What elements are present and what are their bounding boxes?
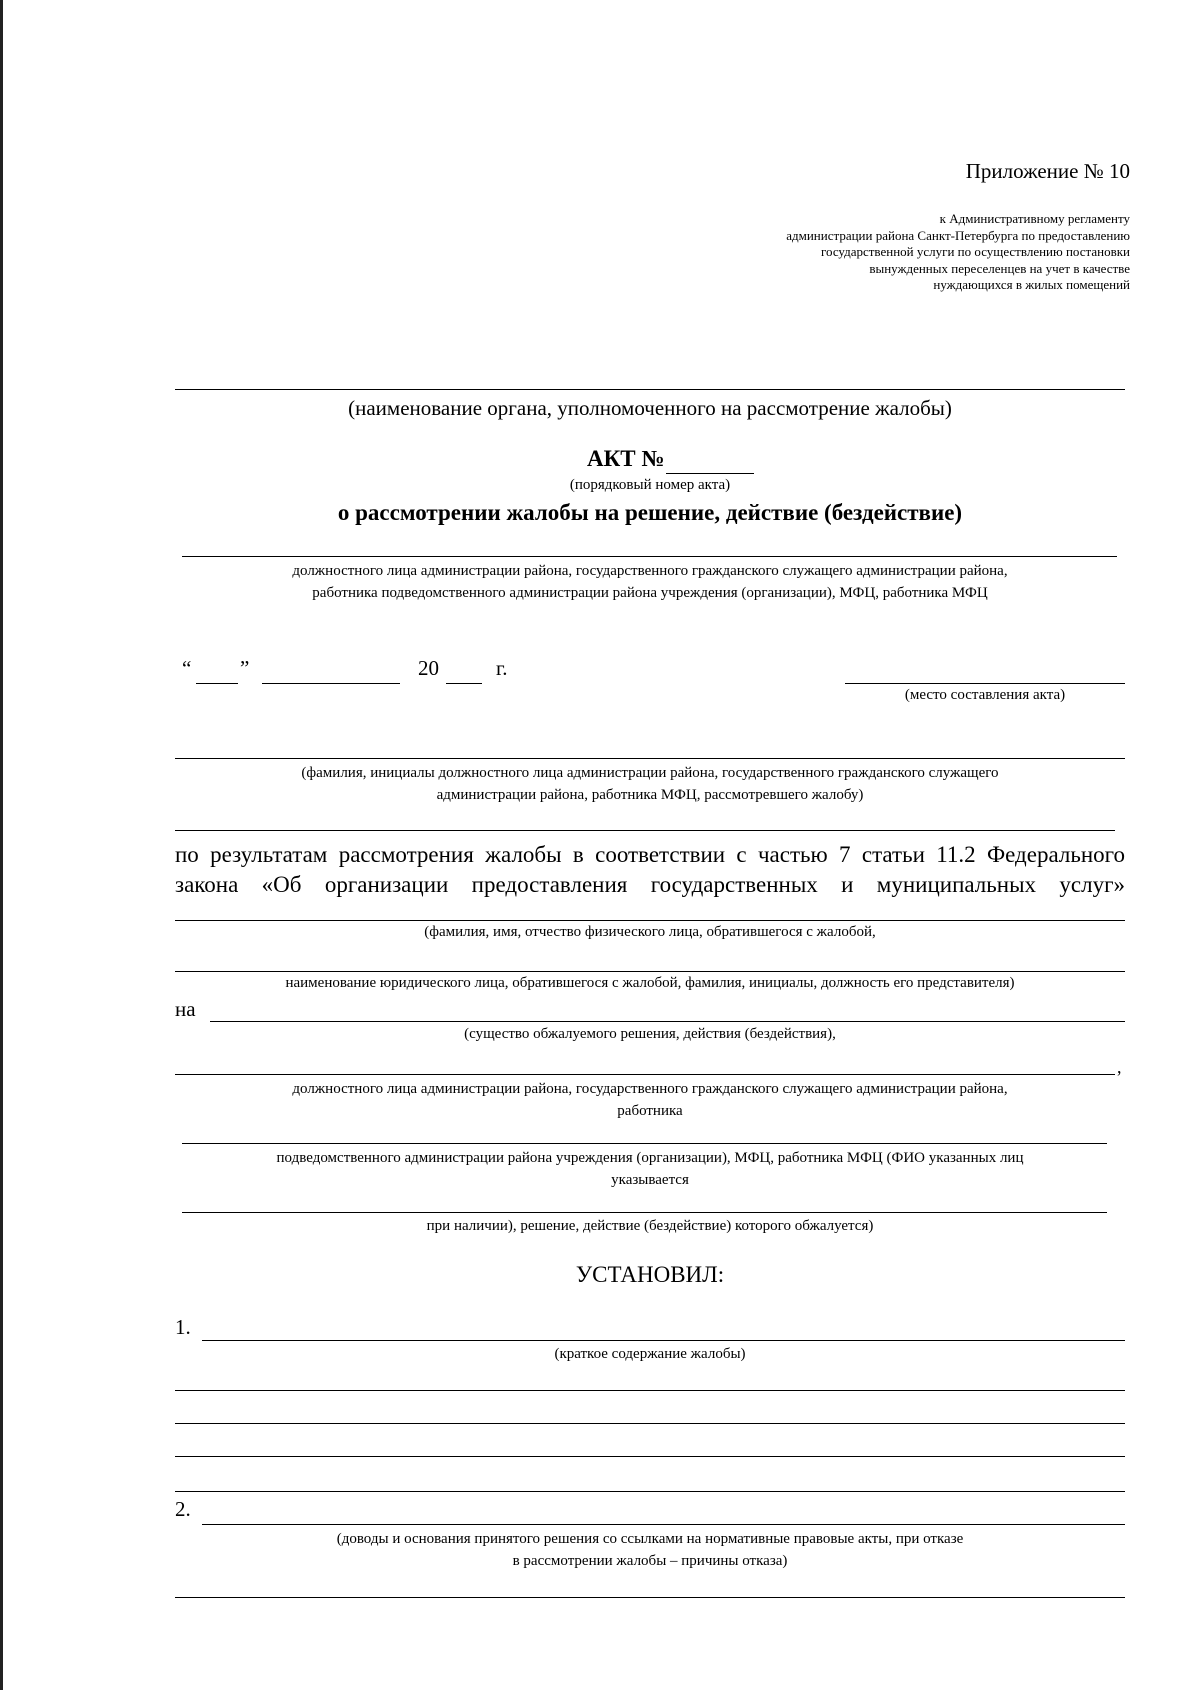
- official2-caption-line: должностного лица администрации района, государственного гражданского служащего администрации района,: [292, 1081, 1008, 1097]
- item1-caption: (краткое содержание жалобы): [554, 1346, 746, 1362]
- essence-caption: (существо обжалуемого решения, действия (бездействия),: [464, 1026, 836, 1042]
- subordinate-caption-line: подведомственного администрации района учреждения (организации), МФЦ, работника МФЦ (ФИО указанных лиц: [276, 1150, 1024, 1166]
- reviewer-caption-line: администрации района, работника МФЦ, рассмотревшего жалобу): [436, 787, 864, 803]
- item1-extra-line[interactable]: [175, 1491, 1125, 1492]
- basis-line-2: закона «Об организации предоставления государственных и муниципальных услуг»: [175, 872, 1125, 897]
- item2-caption-line: (доводы и основания принятого решения со ссылками на нормативные правовые акты, при отказе: [336, 1531, 964, 1547]
- reviewer-field[interactable]: [175, 758, 1125, 759]
- item2-extra-line[interactable]: [175, 1597, 1125, 1598]
- item2-caption: [150, 1528, 1150, 1572]
- appendix-number: Приложение № 10: [965, 159, 1130, 183]
- year-field[interactable]: [446, 683, 482, 684]
- regulation-line: к Административному регламенту: [939, 211, 1130, 226]
- act-title: АКТ №: [587, 446, 665, 471]
- essence-extra-field[interactable]: [175, 1074, 1115, 1075]
- regulation-line: администрации района Санкт-Петербурга по предоставлению: [786, 227, 1130, 243]
- scan-edge: [0, 0, 3, 1690]
- basis-line-1: по результатам рассмотрения жалобы в соответствии с частью 7 статьи 11.2 Федерального: [175, 842, 1125, 867]
- act-number-field[interactable]: [666, 473, 754, 474]
- reviewer-extra-field[interactable]: [175, 830, 1115, 831]
- authority-caption: (наименование органа, уполномоченного на рассмотрение жалобы): [348, 396, 952, 420]
- subordinate-field[interactable]: [182, 1143, 1107, 1144]
- month-field[interactable]: [262, 683, 400, 684]
- reviewer-caption-line: (фамилия, инициалы должностного лица администрации района, государственного гражданского служащего: [301, 765, 999, 781]
- regulation-line: государственной услуги по осуществлению постановки: [820, 244, 1130, 259]
- item2-caption-line: в рассмотрении жалобы – причины отказа): [512, 1553, 788, 1569]
- regulation-line: нуждающихся в жилых помещений: [933, 277, 1130, 292]
- item1-number: 1.: [175, 1315, 191, 1339]
- official-caption: [150, 560, 1150, 604]
- official-caption-line: работника подведомственного администрации района учреждения (организации), МФЦ, работника МФЦ: [312, 585, 988, 601]
- day-field[interactable]: [196, 683, 238, 684]
- date-open-quote: “: [182, 656, 192, 680]
- official2-caption: [150, 1078, 1150, 1122]
- item2-number: 2.: [175, 1497, 191, 1521]
- appealed-caption: при наличии), решение, действие (бездействие) которого обжалуется): [426, 1218, 874, 1234]
- item2-field[interactable]: [202, 1524, 1125, 1525]
- item1-field[interactable]: [202, 1340, 1125, 1341]
- year-suffix: г.: [496, 656, 508, 680]
- legal-entity-field[interactable]: [175, 971, 1125, 972]
- item1-extra-line[interactable]: [175, 1423, 1125, 1424]
- trailing-comma: ,: [1117, 1057, 1122, 1077]
- place-caption: (место составления акта): [904, 687, 1066, 703]
- established-heading: УСТАНОВИЛ:: [575, 1262, 725, 1287]
- appealed-field[interactable]: [182, 1212, 1107, 1213]
- applicant-caption: (фамилия, имя, отчество физического лица, обратившегося с жалобой,: [424, 924, 876, 940]
- official2-caption-line: работника: [617, 1103, 683, 1119]
- regulation-reference: [610, 211, 1130, 294]
- reviewer-caption: [150, 762, 1150, 806]
- year-prefix: 20: [418, 656, 439, 680]
- on-label: на: [175, 997, 196, 1021]
- item1-extra-line[interactable]: [175, 1456, 1125, 1457]
- act-subject: о рассмотрении жалобы на решение, действие (бездействие): [337, 500, 963, 525]
- applicant-field[interactable]: [175, 920, 1125, 921]
- act-number-caption: (порядковый номер акта): [569, 477, 731, 493]
- date-close-quote: ”: [240, 656, 250, 680]
- item1-extra-line[interactable]: [175, 1390, 1125, 1391]
- subordinate-caption-line: указывается: [611, 1172, 689, 1188]
- place-field[interactable]: [845, 683, 1125, 684]
- authority-name-field[interactable]: [175, 389, 1125, 390]
- essence-field[interactable]: [210, 1021, 1125, 1022]
- official-field[interactable]: [182, 556, 1117, 557]
- official-caption-line: должностного лица администрации района, государственного гражданского служащего администрации района,: [292, 563, 1008, 579]
- regulation-line: вынужденных переселенцев на учет в качестве: [869, 260, 1130, 276]
- subordinate-caption: [150, 1147, 1150, 1191]
- legal-entity-caption: наименование юридического лица, обратившегося с жалобой, фамилия, инициалы, должность его представителя): [285, 975, 1015, 991]
